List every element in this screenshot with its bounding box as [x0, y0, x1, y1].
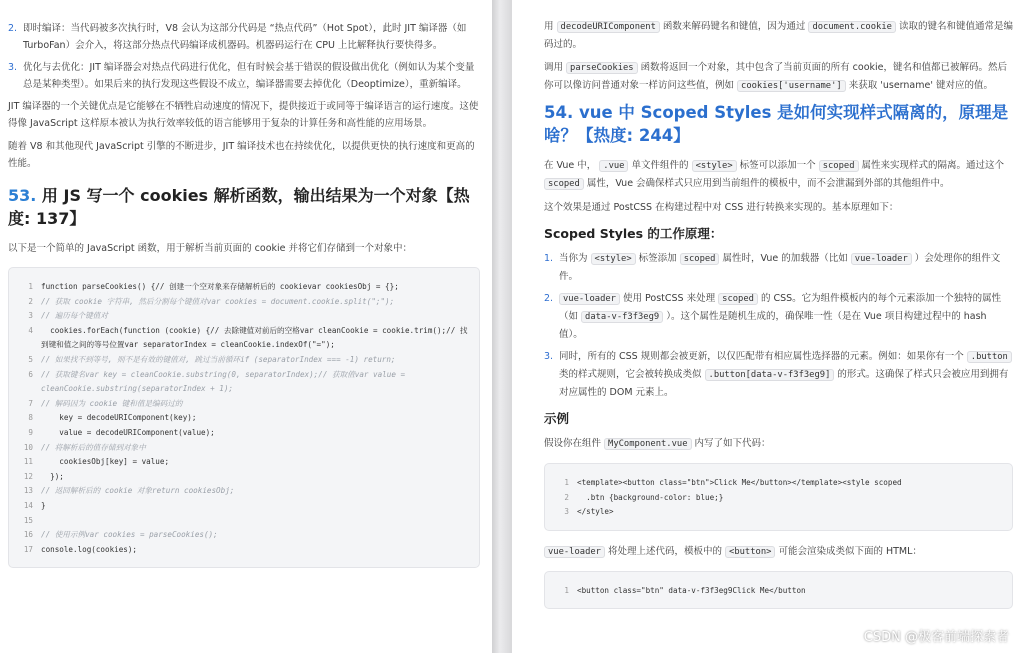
- code-text: <button class="btn" data-v-f3f3eg9Click Me</button: [577, 585, 806, 595]
- line-number: 1: [564, 585, 569, 595]
- list-number: 3.: [8, 62, 18, 73]
- paragraph: [544, 18, 1013, 53]
- inline-code: parseCookies: [566, 62, 638, 74]
- text: 单文件组件的: [631, 160, 689, 171]
- inline-code: <button>: [725, 546, 775, 558]
- code-text: .btn {background-color: blue;}: [577, 492, 724, 502]
- text: 用: [544, 21, 554, 32]
- code-line: [19, 295, 471, 310]
- code-line: [555, 476, 1004, 491]
- line-number: 10: [23, 442, 33, 452]
- right-page: [512, 0, 1021, 653]
- paragraph: 随着 V8 和其他现代 JavaScript 引擎的不断进步，JIT 编译技术也在持续优化，以提供更快的执行速度和更高的性能。: [8, 141, 475, 169]
- list-item: [544, 250, 1013, 285]
- paragraph: [544, 59, 1013, 95]
- code-text: // 返回解析后的 cookie 对象return cookiesObj;: [41, 486, 235, 496]
- principle-list: [544, 250, 1013, 401]
- code-text: // 将解析后的值存储到对象中: [41, 442, 146, 452]
- code-line: [19, 455, 471, 470]
- jit-list: [8, 20, 480, 93]
- code-block[interactable]: [544, 571, 1013, 610]
- list-number: 1.: [544, 253, 554, 264]
- watermark: CSDN @极客前端探索者: [863, 630, 1009, 645]
- code-line: [19, 499, 471, 514]
- paragraph: [544, 543, 1013, 561]
- code-text: }: [41, 500, 46, 510]
- code-text: value = decodeURIComponent(value);: [41, 427, 215, 437]
- code-text: function parseCookies() {// 创建一个空对象来存储解析后的 cookievar cookiesObj = {};: [41, 282, 399, 291]
- line-number: 2: [28, 296, 33, 306]
- line-number: 9: [28, 427, 33, 437]
- line-number: 5: [28, 354, 33, 364]
- inline-code: vue-loader: [544, 546, 605, 558]
- list-number: 2.: [544, 293, 554, 304]
- code-line: [19, 543, 471, 558]
- list-number: 3.: [544, 351, 554, 362]
- code-line: [19, 353, 471, 368]
- heading-number: 54.: [544, 103, 574, 122]
- line-number: 1: [28, 282, 33, 291]
- line-number: 17: [23, 544, 33, 554]
- list-text: 即时编译：当代码被多次执行时，V8 会认为这部分代码是 “热点代码”（Hot Spot），此时 JIT 编译器（如 TurboFan）会介入，将这部分热点代码编译成机器码。机器码运行在 CPU 上比解释执行要快得多。: [23, 23, 467, 51]
- code-line: [555, 584, 1004, 599]
- list-text: 当你为 <style> 标签添加 scoped 属性时，Vue 的加载器（比如 vue-loader ）会处理你的组件文件。: [559, 253, 1001, 282]
- inline-code: scoped: [819, 160, 859, 172]
- line-number: 14: [23, 500, 33, 510]
- text: 属性来实现样式的隔离。通过这个: [861, 160, 1005, 171]
- code-text: </style>: [577, 507, 614, 517]
- text: 读取的键名和键值通常是编码过的。: [544, 21, 1013, 50]
- code-line: [19, 514, 471, 529]
- text: 标签可以添加一个: [739, 160, 816, 171]
- list-number: 2.: [8, 23, 18, 34]
- inline-code: cookies['username']: [737, 80, 846, 92]
- code-text: cookies.forEach(function (cookie) {// 去除键值对前后的空格var cleanCookie = cookie.trim();// 找到键和值之间的等号位置var separatorIndex = cleanCookie.indexOf("=");: [41, 325, 468, 350]
- code-line: [19, 426, 471, 441]
- line-number: 16: [23, 530, 33, 540]
- left-page: [0, 0, 492, 653]
- inline-code: document.cookie: [808, 21, 895, 33]
- line-number: 7: [28, 398, 33, 408]
- list-item: [544, 348, 1013, 401]
- code-text: // 如果找不到等号, 则不是有效的键值对, 跳过当前循环if (separatorIndex === -1) return;: [41, 354, 396, 364]
- code-line: [19, 397, 471, 412]
- line-number: 4: [28, 325, 33, 335]
- code-text: });: [41, 471, 64, 481]
- list-item: [8, 59, 480, 93]
- heading-text: vue 中 Scoped Styles 是如何实现样式隔离的，原理是啥？【热度: 244】: [544, 103, 1009, 145]
- code-line: [19, 280, 471, 295]
- code-line: [19, 368, 471, 397]
- code-line: [555, 505, 1004, 520]
- inline-code: .vue: [599, 160, 628, 172]
- line-number: 15: [23, 515, 33, 525]
- text: 假设你在组件: [544, 438, 602, 449]
- code-line: [19, 528, 471, 543]
- code-text: console.log(cookies);: [41, 544, 138, 554]
- text: 属性，Vue 会确保样式只应用到当前组件的模板中，而不会泄漏到外部的其他组件中。: [586, 178, 950, 189]
- subheading-example: 示例: [544, 411, 570, 426]
- paragraph: 这个效果是通过 PostCSS 在构建过程中对 CSS 进行转换来实现的。基本原理如下：: [544, 202, 899, 213]
- code-block[interactable]: [8, 267, 480, 568]
- code-text: // 使用示例var cookies = parseCookies();: [41, 530, 218, 540]
- code-text: [41, 514, 471, 529]
- paragraph: 以下是一个简单的 JavaScript 函数，用于解析当前页面的 cookie 并将它们存储到一个对象中：: [8, 243, 413, 254]
- list-item: [8, 20, 480, 54]
- inline-code: MyComponent.vue: [604, 438, 691, 450]
- code-block[interactable]: [544, 463, 1013, 531]
- text: 将处理上述代码，模板中的: [608, 545, 723, 557]
- line-number: 3: [564, 507, 569, 517]
- code-text: // 获取 cookie 字符串, 然后分割每个键值对var cookies = document.cookie.split(";");: [41, 296, 395, 306]
- section-heading-54: [544, 101, 1013, 147]
- inline-code: scoped: [544, 178, 584, 190]
- code-line: [555, 491, 1004, 506]
- text: 可能会渲染成类似下面的 HTML：: [778, 545, 922, 557]
- line-number: 8: [28, 413, 33, 423]
- text: 内写了如下代码：: [694, 438, 771, 449]
- text: 在 Vue 中，: [544, 160, 597, 171]
- code-line: [19, 411, 471, 426]
- list-text: vue-loader 使用 PostCSS 来处理 scoped 的 CSS。它为组件模板内的每个元素添加一个独特的属性（如 data-v-f3f3eg9 ）。这个属性是随机生成的，确保唯一性（是在 Vue 项目构建过程中的 hash 值）。: [559, 293, 1002, 340]
- list-text: 优化与去优化：JIT 编译器会对热点代码进行优化，但有时候会基于错误的假设做出优化（例如认为某个变量总是某种类型）。如果后来的执行发现这些假设不成立，编译器需要去掉优化（Deoptimize），重新编译。: [23, 62, 475, 90]
- section-heading-53: [8, 184, 480, 230]
- line-number: 3: [28, 311, 33, 321]
- heading-number: 53.: [8, 186, 37, 205]
- code-line: [19, 309, 471, 324]
- page-gutter: [492, 0, 512, 653]
- text: 函数来解码键名和键值，因为通过: [662, 21, 806, 32]
- paragraph: [544, 435, 1013, 453]
- line-number: 13: [23, 486, 33, 496]
- line-number: 2: [564, 492, 569, 502]
- code-line: [19, 484, 471, 499]
- code-text: cookiesObj[key] = value;: [41, 457, 170, 467]
- paragraph: JIT 编译器的一个关键优点是它能够在不牺牲启动速度的情况下，提供接近于或同等于编译语言的运行速度。这使得像 JavaScript 这样原本被认为执行效率较低的语言能够用于复杂的计算任务和高性能的应用场景。: [8, 101, 479, 129]
- text: 来获取 'username' 键对应的值。: [848, 80, 993, 91]
- code-text: key = decodeURIComponent(key);: [41, 413, 197, 423]
- list-text: 同时，所有的 CSS 规则都会被更新，以仅匹配带有相应属性选择器的元素。例如：如果你有一个 .button 类的样式规则，它会被转换成类似 .button[data-v-f3f3eg9] 的形式。这确保了样式只会被应用到拥有对应属性的 DOM 元素上。: [559, 348, 1013, 401]
- code-line: [19, 441, 471, 456]
- code-line: [19, 470, 471, 485]
- code-text: <template><button class="btn">Click Me</button></template><style scoped: [577, 478, 902, 487]
- line-number: 11: [23, 457, 33, 467]
- line-number: 1: [564, 478, 569, 487]
- paragraph: [544, 157, 1013, 193]
- heading-text: 用 JS 写一个 cookies 解析函数，输出结果为一个对象【热度: 137】: [8, 186, 470, 228]
- subheading-principle: Scoped Styles 的工作原理：: [544, 226, 723, 241]
- code-text: // 解码因为 cookie 键和值是编码过的: [41, 398, 183, 408]
- inline-code: decodeURIComponent: [557, 21, 660, 33]
- list-item: [544, 290, 1013, 343]
- text: 调用: [544, 62, 564, 73]
- line-number: 6: [28, 369, 33, 379]
- line-number: 12: [23, 471, 33, 481]
- text: 函数将返回一个对象，其中包含了当前页面的所有 cookie，键名和值都已被解码。然后你可以像访问普通对象一样访问这些值，例如: [544, 62, 1007, 91]
- code-line: [19, 324, 471, 353]
- code-text: // 遍历每个键值对: [41, 311, 108, 321]
- code-text: // 获取键名var key = cleanCookie.substring(0, separatorIndex);// 获取值var value = cleanCookie.substring(separatorIndex + 1);: [41, 369, 410, 394]
- inline-code: <style>: [692, 160, 737, 172]
